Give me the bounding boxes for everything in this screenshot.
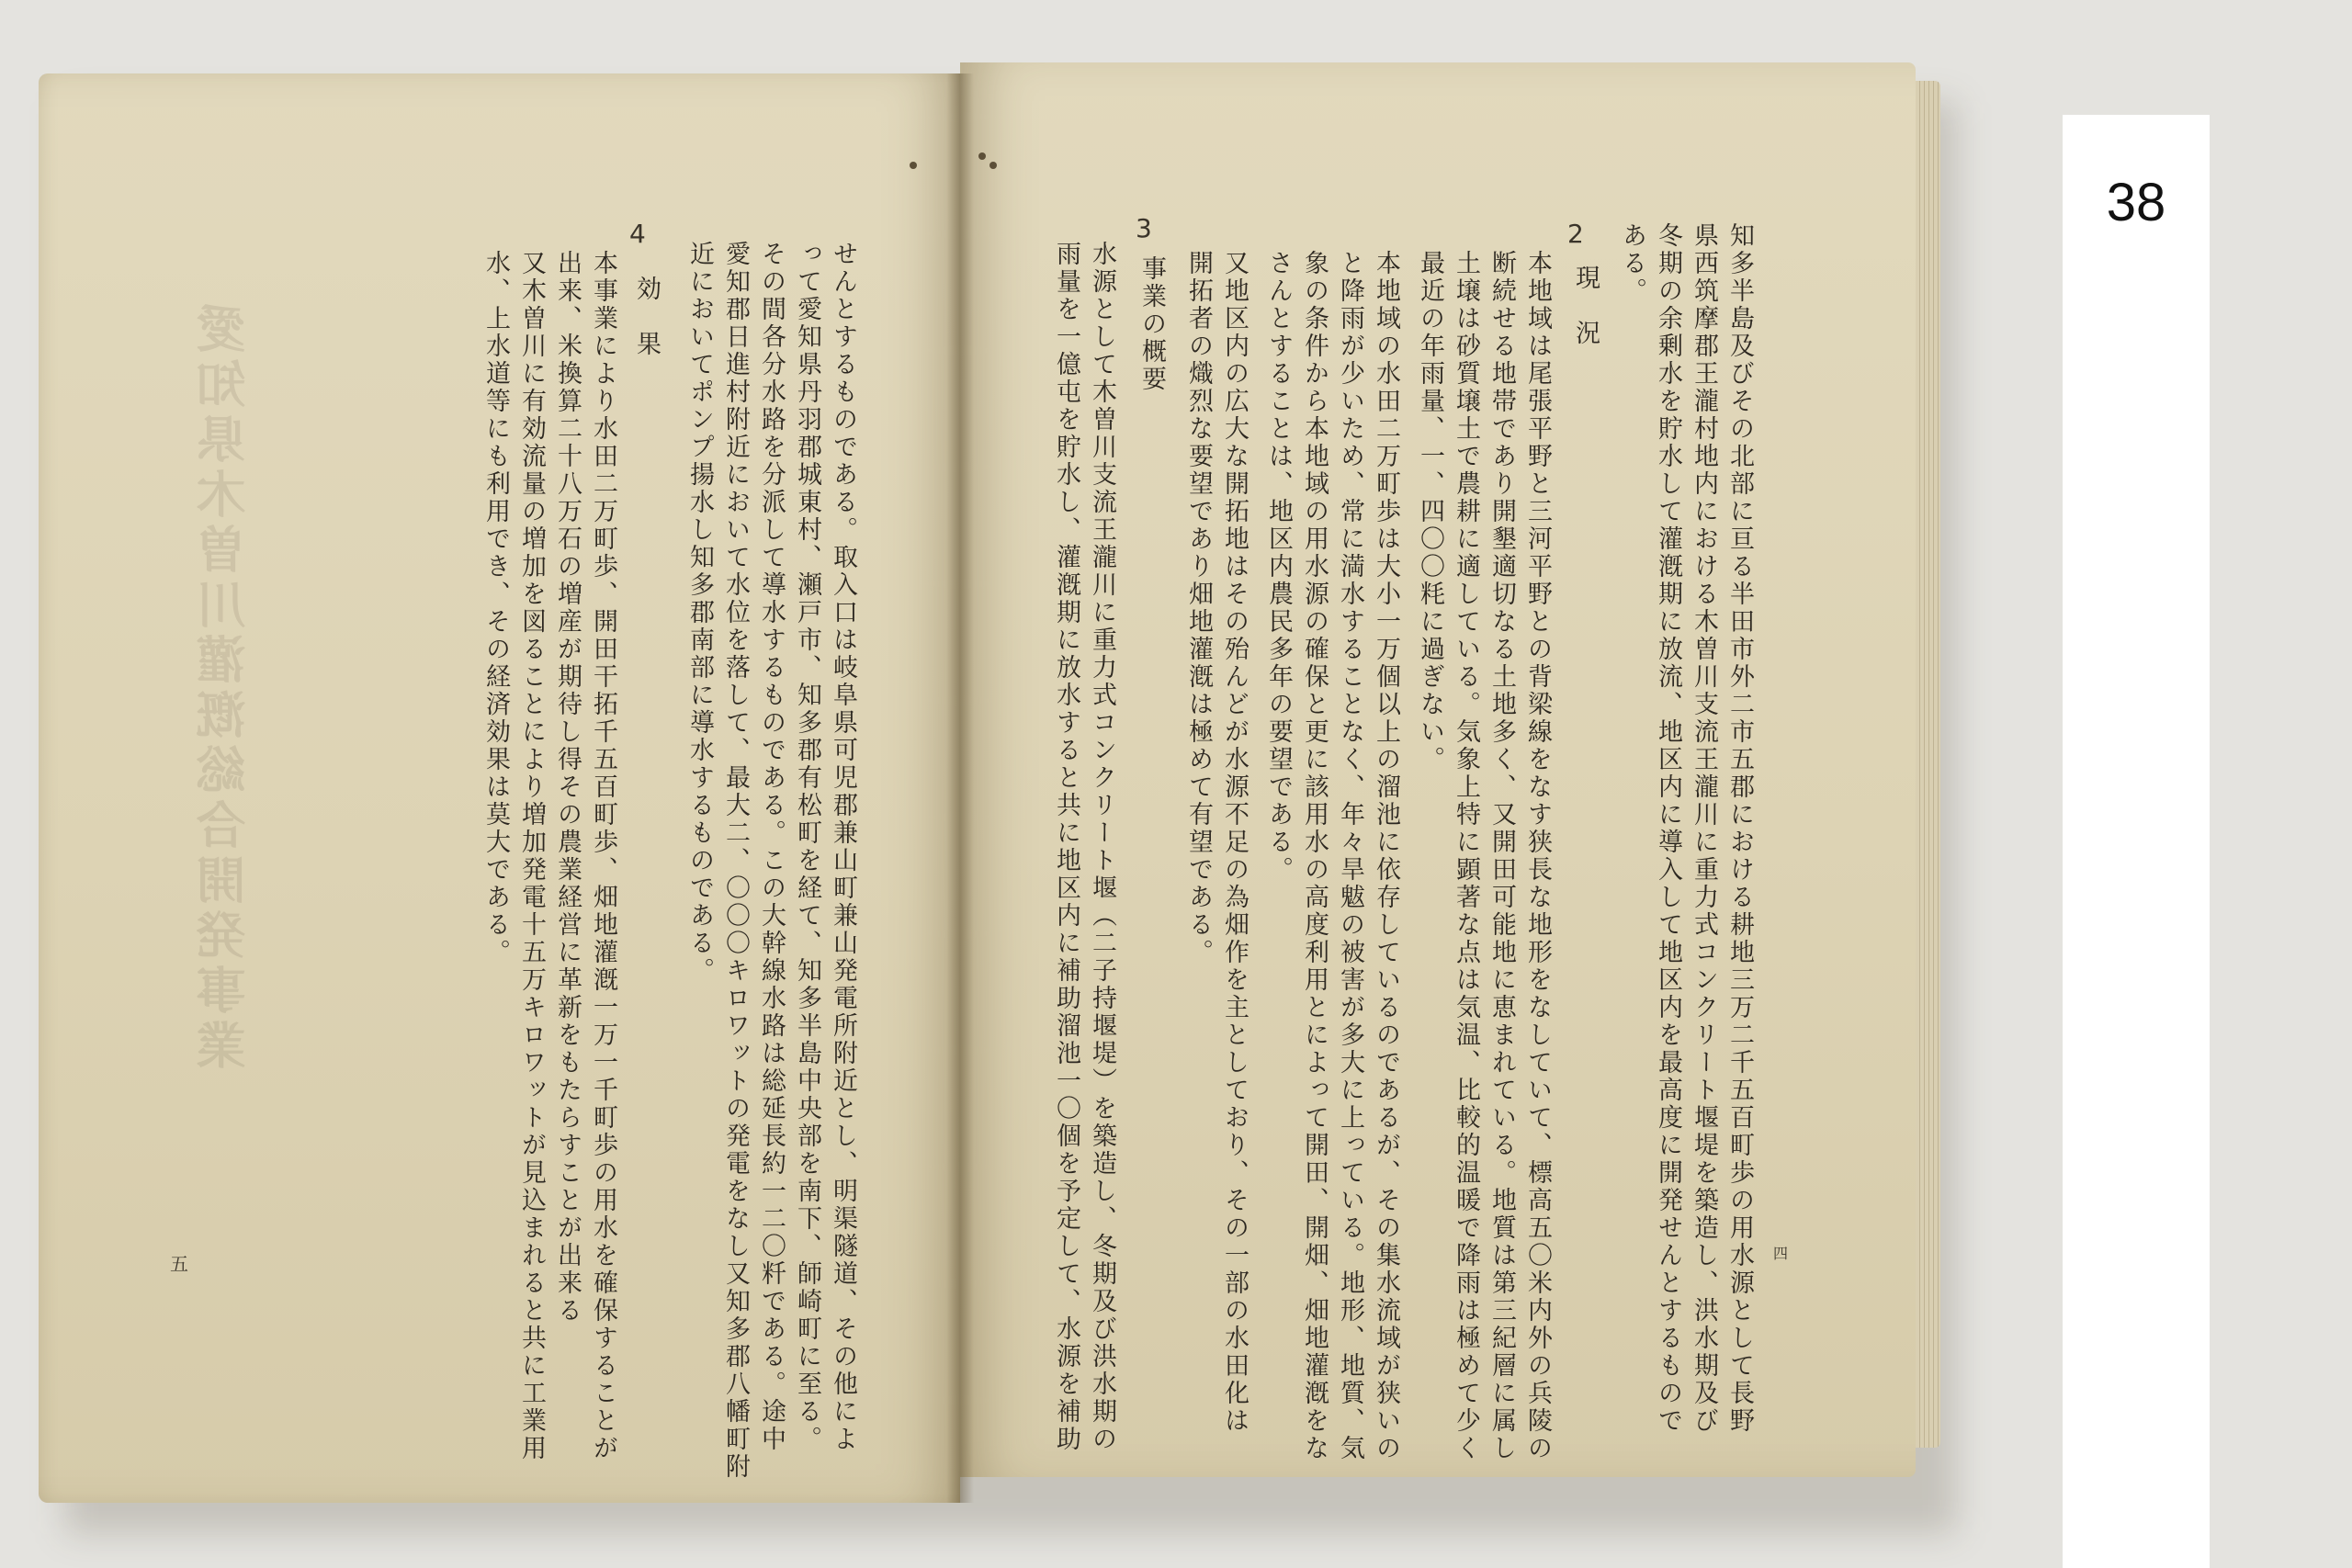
text-column: 最近の年雨量、一、四〇〇粍に過ぎない。 [1416, 250, 1444, 773]
text-column: 本地域は尾張平野と三河平野との背梁線をなす狭長な地形をなしていて、標高五〇米内外の兵陵の [1523, 250, 1552, 1462]
binding-hole [989, 162, 997, 169]
text-column: 又木曽川に有効流量の増加を図ることにより増加発電十五万キロワットが見込まれると共に工業用 [517, 250, 546, 1462]
page-number: 四 [1773, 1245, 1789, 1262]
text-column: 近においてポンプ揚水し知多郡南部に導水するものである。 [685, 241, 714, 985]
text-column: 県西筑摩郡王瀧村地内における木曽川支流王瀧川に重力式コンクリート堰堤を築造し、洪水期及び [1690, 222, 1718, 1435]
text-column: 雨量を一億屯を貯水し、灌漑期に放水すると共に地区内に補助溜池一〇個を予定して、水源を補助 [1052, 241, 1080, 1453]
text-column: って愛知県丹羽郡城東村、瀬戸市、知多郡有松町を経て、知多半島中央部を南下、師崎町に至る。 [793, 241, 821, 1453]
page-number: 五 [170, 1253, 188, 1275]
book-gutter [946, 73, 974, 1503]
index-tag [2063, 115, 2210, 1568]
section-heading: 効 果 [632, 276, 661, 358]
text-column: 開拓者の熾烈な要望であり畑地灌漑は極めて有望である。 [1184, 250, 1213, 966]
text-column: 本地域の水田二万町歩は大小一万個以上の溜池に依存しているのであるが、その集水流域が狭いの [1372, 250, 1400, 1462]
text-column: 又地区内の広大な開拓地はその殆んどが水源不足の為畑作を主としており、その一部の水田化は [1220, 250, 1249, 1435]
text-column: 土壌は砂質壌土で農耕に適している。気象上特に顕著な点は気温、比較的温暖で降雨は極めて少く [1452, 250, 1480, 1462]
section-number: 3 [1136, 213, 1152, 243]
binding-hole [910, 162, 917, 169]
text-column: その間各分水路を分派して導水するものである。この大幹線水路は総延長約一二〇粁である。途中 [757, 241, 786, 1453]
section-number: 4 [629, 219, 646, 249]
text-column: 水、上水道等にも利用でき、その経済効果は莫大である。 [481, 250, 510, 966]
text-column: 知多半島及びその北部に亘る半田市外二市五郡における耕地三万二千五百町歩の用水源として長野 [1725, 222, 1754, 1435]
text-column: 水源として木曽川支流王瀧川に重力式コンクリート堰（二子持堰堤）を築造し、冬期及び洪水期の [1088, 241, 1116, 1453]
section-number: 2 [1567, 219, 1584, 249]
text-column: 愛知郡日進村附近において水位を落して、最大二、〇〇〇キロワットの発電をなし又知多郡八幡町附 [721, 241, 750, 1481]
text-column: ある。 [1618, 222, 1646, 305]
section-heading: 事業の概要 [1137, 255, 1166, 393]
binding-hole [978, 152, 986, 160]
text-column: 本事業により水田二万町歩、開田干拓千五百町歩、畑地灌漑一万一千町歩の用水を確保することが [589, 250, 617, 1462]
index-tag-number: 38 [2106, 173, 2166, 232]
text-column: 断続せる地帯であり開墾適切なる土地多く、又開田可能地に恵まれている。地質は第三紀層に属し [1487, 250, 1516, 1462]
bleed-through-title: 愛知県木曽川灌漑総合開発事業 [195, 303, 254, 1075]
section-heading: 現 況 [1571, 265, 1600, 347]
text-column: と降雨が少いため、常に満水することなく、年々旱魃の被害が多大に上っている。地形、地質、気 [1336, 250, 1364, 1462]
text-column: 出来、米換算二十八万石の増産が期待し得その農業経営に革新をもたらすことが出来る [553, 250, 582, 1325]
text-column: さんとすることは、地区内農民多年の要望である。 [1264, 250, 1293, 884]
text-column: 冬期の余剰水を貯水して灌漑期に放流、地区内に導入して地区内を最高度に開発せんとするもので [1654, 222, 1682, 1435]
text-column: せんとするものである。取入口は岐阜県可児郡兼山町兼山発電所附近とし、明渠隧道、その他によ [829, 241, 857, 1453]
text-column: 象の条件から本地域の用水源の確保と更に該用水の高度利用とによって開田、開畑、畑地灌漑をな [1300, 250, 1329, 1462]
